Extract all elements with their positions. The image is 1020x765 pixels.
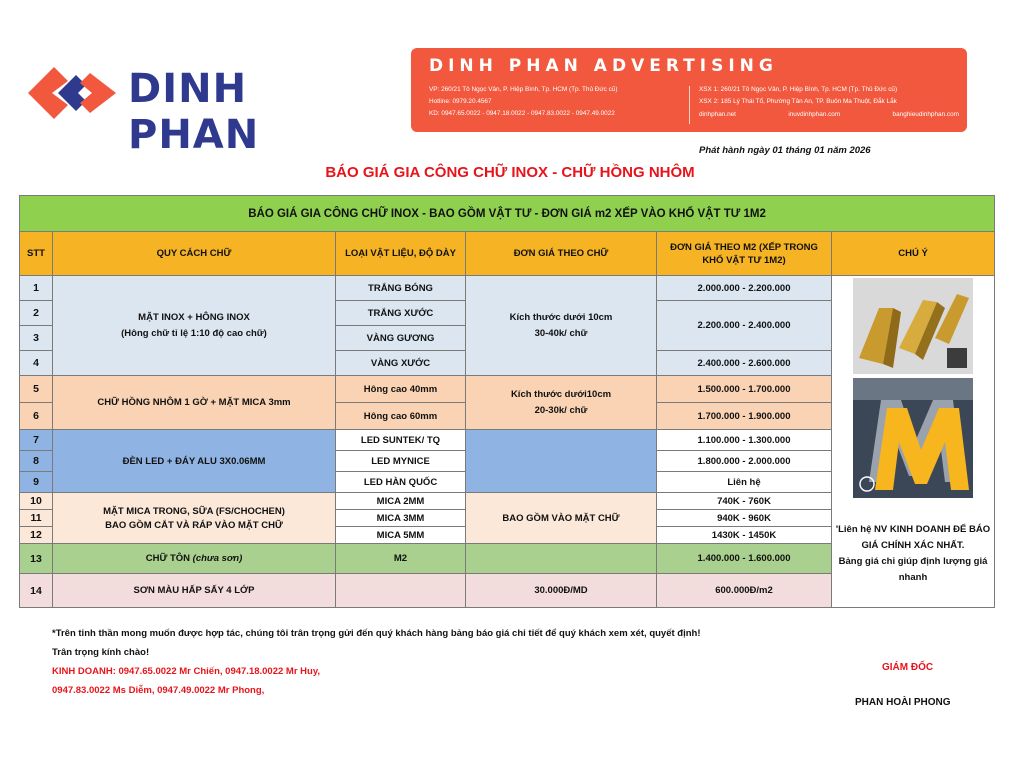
- spec-subtext: BAO GỒM CẮT VÀ RÁP VÀO MẶT CHỮ: [105, 519, 283, 531]
- price-m2-cell: 600.000Đ/m2: [657, 574, 832, 608]
- row-stt: 1: [20, 276, 53, 301]
- row-stt: 2: [20, 301, 53, 326]
- row-stt: 9: [20, 472, 53, 493]
- price-m2-cell: 1.100.000 - 1.300.000: [657, 430, 832, 451]
- price-m2-cell: Liên hệ: [657, 472, 832, 493]
- spec-subtext: (Hông chữ tỉ lệ 1:10 độ cao chữ): [121, 328, 267, 339]
- col-header-stt: STT: [20, 232, 53, 276]
- spec-cell: [53, 276, 336, 376]
- price-m2-cell: 2.400.000 - 2.600.000: [657, 351, 832, 376]
- note-cell: [832, 276, 995, 608]
- note-text: [834, 522, 992, 586]
- office-address: VP: 260/21 Tô Ngọc Vân, P. Hiệp Bình, Tp. HCM (Tp. Thủ Đức cũ): [429, 86, 618, 93]
- price-letter-cell: BAO GỒM VÀO MẶT CHỮ: [466, 493, 657, 544]
- website-link[interactable]: inuvdinhphan.com: [788, 111, 841, 118]
- material-cell: [336, 574, 466, 608]
- price-m2-cell: 1.400.000 - 1.600.000: [657, 544, 832, 574]
- factory-address-1: XSX 1: 260/21 Tô Ngọc Vân, P. Hiệp Bình, Tp. HCM (Tp. Thủ Đức cũ): [699, 86, 898, 93]
- led-letter-photo: [853, 378, 973, 498]
- dinh-phan-logo-icon: [24, 58, 120, 128]
- col-header-note: CHÚ Ý: [832, 232, 995, 276]
- led-letter-illustration: [853, 378, 973, 498]
- company-banner: [411, 48, 967, 132]
- row-stt: 10: [20, 493, 53, 510]
- spec-subtext: (chưa sơn): [192, 553, 243, 564]
- material-cell: LED HÀN QUỐC: [336, 472, 466, 493]
- price-letter-cell: [466, 376, 657, 430]
- price-per-letter: 30-40k/ chữ: [534, 328, 588, 339]
- column-header-row: [20, 232, 995, 276]
- spec-cell: [53, 544, 336, 574]
- price-m2-cell: 740K - 760K: [657, 493, 832, 510]
- greeting: Trân trọng kính chào!: [52, 647, 150, 658]
- material-cell: LED SUNTEK/ TQ: [336, 430, 466, 451]
- price-letter-cell: [466, 276, 657, 376]
- material-cell: TRẮNG XƯỚC: [336, 301, 466, 326]
- sales-contacts-2: 0947.83.0022 Ms Diễm, 0947.49.0022 Mr Phong,: [52, 685, 265, 696]
- col-header-price-m2: ĐƠN GIÁ THEO M2 (XẾP TRONG KHỔ VẬT TƯ 1M2): [657, 232, 832, 276]
- hotline: Hotline: 0979.20.4567: [429, 98, 492, 105]
- row-stt: 11: [20, 510, 53, 527]
- material-cell: TRẮNG BÓNG: [336, 276, 466, 301]
- banner-title: DINH PHAN ADVERTISING: [429, 56, 778, 76]
- company-logo: [24, 58, 384, 158]
- factory-info: [699, 84, 961, 108]
- row-stt: 5: [20, 376, 53, 403]
- logo-text: DINH PHAN: [128, 66, 260, 158]
- material-cell: MICA 3MM: [336, 510, 466, 527]
- table-title: BÁO GIÁ GIA CÔNG CHỮ INOX - BAO GỒM VẬT TƯ - ĐƠN GIÁ m2 XẾP VÀO KHỔ VẬT TƯ 1M2: [20, 196, 995, 232]
- price-per-letter: 20-30k/ chữ: [534, 405, 588, 416]
- table-row: [20, 276, 995, 301]
- issue-date: Phát hành ngày 01 tháng 01 năm 2026: [699, 145, 871, 156]
- row-stt: 14: [20, 574, 53, 608]
- size-text: Kích thước dưới 10cm: [509, 312, 613, 323]
- table-title-row: [20, 196, 995, 232]
- material-cell: M2: [336, 544, 466, 574]
- spec-cell: SƠN MÀU HẤP SẤY 4 LỚP: [53, 574, 336, 608]
- col-header-spec: QUY CÁCH CHỮ: [53, 232, 336, 276]
- price-m2-cell: 2.200.000 - 2.400.000: [657, 301, 832, 351]
- website-link[interactable]: dinhphan.net: [699, 111, 736, 118]
- material-cell: Hông cao 60mm: [336, 403, 466, 430]
- cooperation-message: *Trên tinh thần mong muốn được hợp tác, chúng tôi trân trọng gửi đến quý khách hàng bảng báo giá chi tiết để quý khách xem xét, quyết định!: [52, 628, 701, 639]
- director-name: PHAN HOÀI PHONG: [855, 697, 951, 708]
- price-m2-cell: 2.000.000 - 2.200.000: [657, 276, 832, 301]
- price-table: [19, 195, 995, 608]
- price-letter-cell: [466, 430, 657, 493]
- inox-letters-photo: [853, 278, 973, 374]
- price-note: Bảng giá chỉ giúp định lượng giá nhanh: [838, 556, 988, 583]
- material-cell: LED MYNICE: [336, 451, 466, 472]
- spec-text: CHỮ TÔN: [145, 553, 191, 564]
- website-links: [699, 111, 959, 118]
- row-stt: 4: [20, 351, 53, 376]
- price-letter-cell: 30.000Đ/MD: [466, 574, 657, 608]
- inox-letters-illustration: [853, 278, 973, 374]
- row-stt: 3: [20, 326, 53, 351]
- row-stt: 6: [20, 403, 53, 430]
- website-link[interactable]: banghieudinhphan.com: [892, 111, 959, 118]
- spec-text: MẶT MICA TRONG, SỮA (FS/CHOCHEN): [103, 505, 285, 517]
- material-cell: VÀNG GƯƠNG: [336, 326, 466, 351]
- footer: [52, 624, 701, 700]
- page-title: BÁO GIÁ GIA CÔNG CHỮ INOX - CHỮ HỒNG NHÔM: [325, 164, 695, 181]
- price-m2-cell: 940K - 960K: [657, 510, 832, 527]
- spec-cell: [53, 493, 336, 544]
- row-stt: 12: [20, 527, 53, 544]
- sales-phones: KD: 0947.65.0022 - 0947.18.0022 - 0947.83.0022 - 0947.49.0022: [429, 110, 615, 117]
- price-letter-cell: [466, 544, 657, 574]
- office-info: [429, 84, 691, 120]
- material-cell: VÀNG XƯỚC: [336, 351, 466, 376]
- material-cell: MICA 5MM: [336, 527, 466, 544]
- sales-contacts: KINH DOANH: 0947.65.0022 Mr Chiến, 0947.18.0022 Mr Huy,: [52, 666, 321, 677]
- banner-divider: [689, 86, 690, 124]
- price-m2-cell: 1.500.000 - 1.700.000: [657, 376, 832, 403]
- spec-cell: CHỮ HỒNG NHÔM 1 GỜ + MẶT MICA 3mm: [53, 376, 336, 430]
- row-stt: 13: [20, 544, 53, 574]
- contact-note: 'Liên hệ NV KINH DOANH ĐỂ BÁO GIÁ CHÍNH XÁC NHẤT.: [835, 524, 991, 551]
- spec-text: MẶT INOX + HÔNG INOX: [138, 312, 250, 323]
- row-stt: 8: [20, 451, 53, 472]
- factory-address-2: XSX 2: 185 Lý Thái Tổ, Phường Tân An, TP. Buôn Ma Thuột, Đắk Lắk: [699, 98, 897, 105]
- row-stt: 7: [20, 430, 53, 451]
- price-m2-cell: 1.700.000 - 1.900.000: [657, 403, 832, 430]
- spec-cell: ĐÈN LED + ĐÁY ALU 3X0.06MM: [53, 430, 336, 493]
- col-header-price-letter: ĐƠN GIÁ THEO CHỮ: [466, 232, 657, 276]
- material-cell: Hông cao 40mm: [336, 376, 466, 403]
- col-header-material: LOẠI VẬT LIỆU, ĐỘ DÀY: [336, 232, 466, 276]
- director-title: GIÁM ĐỐC: [882, 662, 934, 673]
- price-m2-cell: 1.800.000 - 2.000.000: [657, 451, 832, 472]
- size-text: Kích thước dưới10cm: [510, 389, 612, 400]
- price-m2-cell: 1430K - 1450K: [657, 527, 832, 544]
- material-cell: MICA 2MM: [336, 493, 466, 510]
